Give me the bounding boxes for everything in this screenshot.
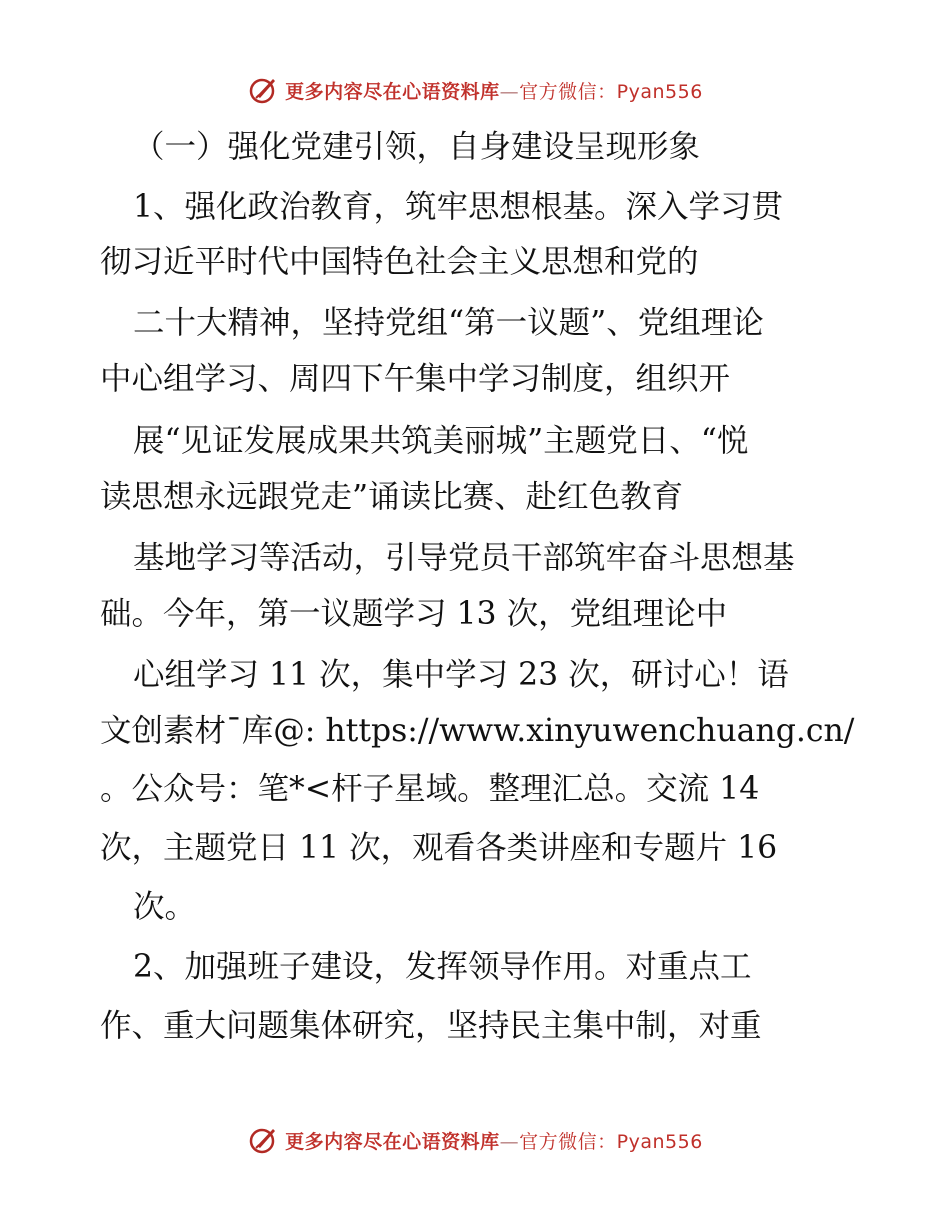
footer-banner — [0, 1120, 950, 1160]
quill-logo-icon — [247, 74, 279, 106]
banner-wechat-text: 官方微信：Pyan556 — [519, 1130, 703, 1153]
quill-logo-icon — [247, 1124, 279, 1156]
paragraph-line: 2、加强班子建设，发挥领导作用。对重点工 — [133, 949, 752, 985]
banner-text — [285, 77, 703, 104]
paragraph-line: 础。今年，第一议题学习 13 次，党组理论中 — [100, 596, 728, 632]
paragraph-line: 基地学习等活动，引导党员干部筑牢奋斗思想基 — [133, 540, 795, 576]
banner-separator: — — [499, 80, 520, 103]
paragraph-line: 心组学习 11 次，集中学习 23 次，研讨心！语 — [133, 657, 789, 693]
banner-main-text: 更多内容尽在心语资料库 — [285, 80, 500, 103]
paragraph-line: 中心组学习、周四下午集中学习制度，组织开 — [100, 361, 731, 397]
section-heading: （一）强化党建引领，自身建设呈现形象 — [133, 129, 701, 165]
paragraph-line: 次，主题党日 11 次，观看各类讲座和专题片 16 — [100, 830, 778, 866]
header-banner — [0, 70, 950, 110]
banner-wechat-text: 官方微信：Pyan556 — [519, 80, 703, 103]
watermark-url-line: 文创素材¯库@: https://www.xinyuwenchuang.cn/ — [100, 713, 855, 749]
banner-separator: — — [499, 1130, 520, 1153]
paragraph-line: 读思想永远跟党走”诵读比赛、赴红色教育 — [100, 479, 684, 515]
paragraph-line: 展“见证发展成果共筑美丽城”主题党日、“悦 — [133, 423, 749, 459]
paragraph-line: 彻习近平时代中国特色社会主义思想和党的 — [100, 244, 699, 280]
banner-text — [285, 1127, 703, 1154]
watermark-account-line: 。公众号：笔*<杆子星域。整理汇总。交流 14 — [100, 771, 760, 807]
paragraph-line: 二十大精神，坚持党组“第一议题”、党组理论 — [133, 305, 764, 341]
paragraph-line: 作、重大问题集体研究，坚持民主集中制，对重 — [100, 1008, 762, 1044]
banner-main-text: 更多内容尽在心语资料库 — [285, 1130, 500, 1153]
paragraph-line: 1、强化政治教育，筑牢思想根基。深入学习贯 — [133, 189, 784, 225]
paragraph-line: 次。 — [133, 889, 197, 925]
